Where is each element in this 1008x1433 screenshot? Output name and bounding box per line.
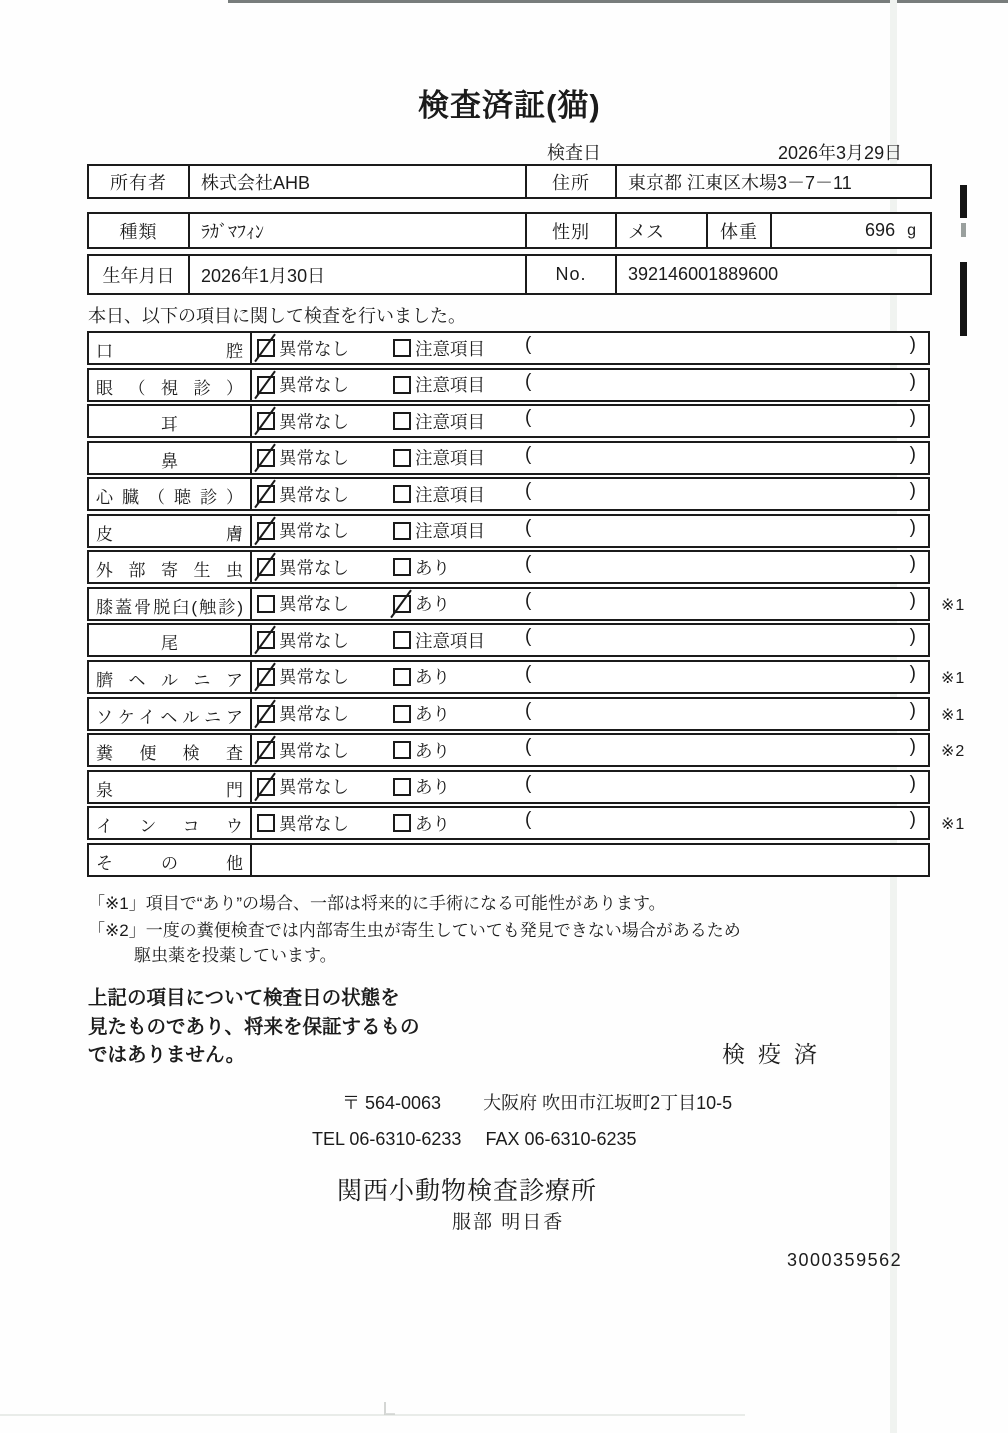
checklist-item-label: 尾 [89, 625, 252, 655]
no-abnormality-checkbox [257, 595, 275, 613]
checklist-row [87, 441, 930, 475]
checklist-row [87, 697, 966, 731]
no-abnormality-checkbox-label: 異常なし [279, 740, 349, 761]
finding-checkbox [393, 522, 411, 540]
remarks-paren-close: ) [909, 589, 916, 611]
finding-checkbox-label: あり [415, 740, 450, 761]
checklist-row-content [252, 772, 928, 802]
remarks-paren-close: ) [909, 736, 916, 758]
weight-label: 体重 [706, 214, 770, 247]
no-abnormality-checkbox [257, 522, 275, 540]
checklist-item-label: 泉門 [89, 772, 252, 802]
checklist-row [87, 770, 930, 804]
postal-code: 〒 564-0063 [342, 1093, 442, 1113]
finding-checkbox [393, 558, 411, 576]
finding-checkbox-label: あり [415, 813, 450, 834]
no-abnormality-checkbox-label: 異常なし [279, 777, 349, 798]
remarks-paren-close: ) [909, 370, 916, 392]
finding-checkbox [393, 631, 411, 649]
remarks-paren-open: ( [525, 407, 532, 429]
no-abnormality-checkbox [257, 741, 275, 759]
checklist-row-content [252, 370, 928, 400]
remarks-paren-open: ( [525, 480, 532, 502]
no-abnormality-checkbox [257, 412, 275, 430]
finding-checkbox-label: あり [415, 777, 450, 798]
page-title: 検査済証(猫) [418, 88, 601, 123]
checklist-item-label: 口腔 [89, 333, 252, 363]
no-abnormality-option [257, 772, 349, 802]
birthday-value: 2026年1月30日 [188, 256, 525, 293]
remarks-paren-close: ) [909, 626, 916, 648]
clinic-tel-line [312, 1129, 637, 1150]
remarks-paren-close: ) [909, 553, 916, 575]
sex-label: 性別 [525, 214, 615, 247]
checklist-row [87, 587, 966, 621]
row-note-marker: ※1 [941, 706, 966, 724]
finding-checkbox-label: 注意項目 [415, 521, 485, 542]
finding-checkbox-label: あり [415, 594, 450, 615]
remarks-paren-close: ) [909, 809, 916, 831]
breed-label: 種類 [119, 221, 158, 242]
finding-checkbox-label: 注意項目 [415, 484, 485, 505]
footnote-2-continued: 駆虫薬を投薬しています。 [134, 946, 337, 965]
finding-option [393, 808, 450, 838]
no-abnormality-option [257, 735, 349, 765]
finding-checkbox [393, 449, 411, 467]
no-abnormality-checkbox [257, 631, 275, 649]
checklist-row [87, 368, 930, 402]
sex-value: メス [615, 214, 706, 247]
finding-option [393, 516, 485, 546]
no-abnormality-checkbox-label: 異常なし [279, 411, 349, 432]
checklist-item-label: その他 [89, 845, 252, 875]
address-label: 住所 [525, 166, 615, 197]
remarks-paren-open: ( [525, 736, 532, 758]
finding-checkbox-label: 注意項目 [415, 411, 485, 432]
remarks-paren-close: ) [909, 480, 916, 502]
checklist-row-content [252, 479, 928, 509]
remarks-paren-open: ( [525, 589, 532, 611]
remarks-paren-open: ( [525, 662, 532, 684]
remarks-paren-open: ( [525, 699, 532, 721]
finding-option [393, 735, 450, 765]
finding-checkbox [393, 595, 411, 613]
checklist-row-content [252, 808, 928, 838]
clinic-address: 大阪府 吹田市江坂町2丁目10-5 [483, 1093, 733, 1113]
remarks-paren-close: ) [909, 662, 916, 684]
checklist-item-label: 眼（視診） [89, 370, 252, 400]
no-abnormality-option [257, 443, 349, 473]
remarks-paren-open: ( [525, 443, 532, 465]
no-abnormality-checkbox-label: 異常なし [279, 594, 349, 615]
checklist-item-label: 外部寄生虫 [89, 552, 252, 582]
finding-checkbox [393, 668, 411, 686]
row-note-marker: ※1 [941, 596, 966, 614]
finding-checkbox [393, 778, 411, 796]
checklist-row [87, 404, 930, 438]
weight-unit: g [907, 221, 916, 239]
finding-option [393, 772, 450, 802]
checklist-item-label: 耳 [89, 406, 252, 436]
no-abnormality-option [257, 699, 349, 729]
remarks-paren-open: ( [525, 334, 532, 355]
number-value: 392146001889600 [615, 256, 930, 293]
checklist-row [87, 623, 930, 657]
birthday-label: 生年月日 [102, 265, 175, 286]
checklist-row-content [252, 625, 928, 655]
row-note-marker: ※1 [941, 669, 966, 687]
row-note-marker: ※2 [941, 743, 966, 761]
finding-checkbox-label: 注意項目 [415, 338, 485, 359]
finding-checkbox-label: 注意項目 [415, 375, 485, 396]
finding-option [393, 625, 485, 655]
no-abnormality-option [257, 479, 349, 509]
no-abnormality-option [257, 552, 349, 582]
owner-table [87, 164, 932, 199]
checklist-item-label: 皮膚 [89, 516, 252, 546]
finding-option [393, 443, 485, 473]
remarks-paren-close: ) [909, 772, 916, 794]
finding-option [393, 662, 450, 692]
owner-label: 所有者 [110, 172, 167, 193]
finding-checkbox-label: 注意項目 [415, 630, 485, 651]
no-abnormality-option [257, 625, 349, 655]
no-abnormality-checkbox-label: 異常なし [279, 338, 349, 359]
no-abnormality-checkbox [257, 558, 275, 576]
remarks-paren-open: ( [525, 553, 532, 575]
remarks-paren-open: ( [525, 370, 532, 392]
footnote-1: 「※1」項目で“あり”の場合、一部は将来的に手術になる可能性があります。 [88, 894, 666, 913]
finding-option [393, 552, 450, 582]
no-abnormality-checkbox-label: 異常なし [279, 375, 349, 396]
no-abnormality-checkbox-label: 異常なし [279, 448, 349, 469]
checklist-row-content [252, 699, 928, 729]
remarks-paren-open: ( [525, 772, 532, 794]
finding-checkbox [393, 741, 411, 759]
no-abnormality-checkbox [257, 778, 275, 796]
finding-checkbox-label: 注意項目 [415, 448, 485, 469]
checklist-item-label: 臍ヘルニア [89, 662, 252, 692]
no-abnormality-checkbox [257, 376, 275, 394]
clinic-fax: FAX 06-6310-6235 [485, 1129, 637, 1149]
no-abnormality-checkbox [257, 485, 275, 503]
no-abnormality-checkbox [257, 668, 275, 686]
finding-option [393, 370, 485, 400]
checklist-item-label: インコウ [89, 808, 252, 838]
no-abnormality-option [257, 406, 349, 436]
checklist-row [87, 550, 930, 584]
breed-sex-weight-table [87, 212, 932, 249]
checklist-item-label: 心臓（聴診） [89, 479, 252, 509]
checklist-item-label: 糞便検査 [89, 735, 252, 765]
no-abnormality-option [257, 662, 349, 692]
checklist-item-label: 膝蓋骨脱臼(触診) [89, 589, 252, 619]
no-abnormality-option [257, 333, 349, 363]
document-serial-number: 3000359562 [787, 1250, 903, 1270]
finding-option [393, 699, 450, 729]
finding-checkbox-label: あり [415, 557, 450, 578]
no-abnormality-checkbox-label: 異常なし [279, 813, 349, 834]
finding-checkbox-label: あり [415, 667, 450, 688]
no-abnormality-checkbox-label: 異常なし [279, 521, 349, 542]
inspection-date-value: 2026年3月29日 [778, 143, 903, 163]
quarantine-passed-stamp: 検疫済 [722, 1041, 830, 1067]
checklist-row [87, 733, 966, 767]
no-abnormality-checkbox [257, 449, 275, 467]
finding-checkbox [393, 376, 411, 394]
finding-checkbox [393, 412, 411, 430]
checklist-row-content [252, 516, 928, 546]
remarks-paren-open: ( [525, 626, 532, 648]
checklist-row [87, 477, 930, 511]
finding-option [393, 406, 485, 436]
remarks-paren-open: ( [525, 516, 532, 538]
checklist-row-content [252, 735, 928, 765]
finding-checkbox [393, 339, 411, 357]
clinic-postal-line [342, 1089, 732, 1115]
finding-option [393, 333, 485, 363]
no-abnormality-checkbox-label: 異常なし [279, 667, 349, 688]
footnote-2: 「※2」一度の糞便検査では内部寄生虫が寄生していても発見できない場合があるため [88, 921, 741, 940]
checklist-row [87, 660, 966, 694]
weight-value: 696 [865, 220, 896, 240]
finding-checkbox [393, 485, 411, 503]
checklist-row-content [252, 845, 928, 875]
address-value: 東京都 江東区木場3－7－11 [615, 166, 930, 197]
examiner-name: 服部 明日香 [452, 1212, 565, 1233]
remarks-paren-open: ( [525, 809, 532, 831]
scan-artifact-right-bar [960, 185, 967, 218]
finding-option [393, 479, 485, 509]
no-abnormality-checkbox [257, 814, 275, 832]
no-abnormality-option [257, 589, 349, 619]
finding-checkbox [393, 705, 411, 723]
checklist-row [87, 806, 966, 840]
checklist-row-content [252, 333, 928, 363]
checklist-item-label: ソケイヘルニア [89, 699, 252, 729]
checklist-row-content [252, 443, 928, 473]
weight-value-cell [770, 214, 930, 247]
checklist-item-label: 鼻 [89, 443, 252, 473]
remarks-paren-close: ) [909, 334, 916, 355]
checklist-row-content [252, 552, 928, 582]
checklist-row-content [252, 406, 928, 436]
finding-checkbox-label: あり [415, 704, 450, 724]
no-abnormality-option [257, 808, 349, 838]
checklist-row [87, 843, 930, 877]
checklist-table [87, 331, 966, 879]
number-label: No. [525, 256, 615, 293]
clinic-tel: TEL 06-6310-6233 [312, 1129, 462, 1149]
no-abnormality-checkbox-label: 異常なし [279, 557, 349, 578]
scan-artifact-bottom-line [0, 1414, 745, 1416]
checklist-row-content [252, 662, 928, 692]
finding-option [393, 589, 450, 619]
disclaimer-line: ではありません。 [88, 1044, 246, 1066]
checklist-row [87, 514, 930, 548]
inspection-date-label: 検査日 [547, 143, 601, 163]
remarks-paren-close: ) [909, 699, 916, 721]
remarks-paren-close: ) [909, 443, 916, 465]
row-note-marker: ※1 [941, 816, 966, 834]
owner-value: 株式会社AHB [188, 166, 525, 197]
finding-checkbox [393, 814, 411, 832]
no-abnormality-checkbox-label: 異常なし [279, 704, 349, 724]
disclaimer-line: 上記の項目について検査日の状態を [88, 987, 400, 1009]
breed-value: ﾗｶﾞﾏﾌｨﾝ [188, 214, 525, 247]
checklist-row-content [252, 589, 928, 619]
remarks-paren-close: ) [909, 407, 916, 429]
scan-artifact-right-bar [961, 223, 966, 237]
disclaimer-line: 見たものであり、将来を保証するもの [88, 1015, 420, 1038]
no-abnormality-option [257, 516, 349, 546]
scan-artifact-speck [384, 1402, 395, 1415]
no-abnormality-option [257, 370, 349, 400]
no-abnormality-checkbox-label: 異常なし [279, 484, 349, 505]
birthday-number-table [87, 254, 932, 295]
no-abnormality-checkbox-label: 異常なし [279, 630, 349, 651]
remarks-paren-close: ) [909, 516, 916, 538]
no-abnormality-checkbox [257, 339, 275, 357]
scan-artifact-right-bar [960, 262, 967, 336]
no-abnormality-checkbox [257, 705, 275, 723]
disclaimer-text [88, 984, 420, 1070]
checklist-row [87, 331, 930, 365]
clinic-name: 関西小動物検査診療所 [337, 1177, 598, 1205]
checklist-intro: 本日、以下の項目に関して検査を行いました。 [88, 306, 466, 326]
